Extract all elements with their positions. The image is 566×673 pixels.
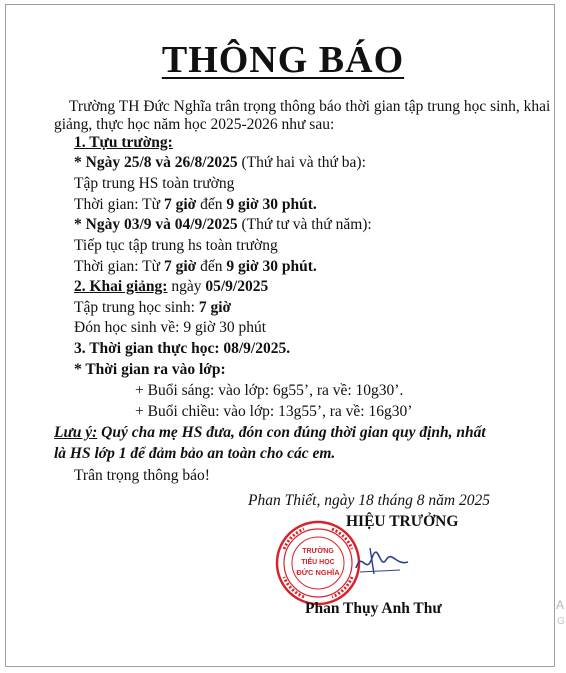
section-1a-line: Tập trung HS toàn trường [74,175,235,192]
section-1-heading: 1. Tựu trường: [74,134,173,151]
section-2-heading: 2. Khai giảng: ngày 05/9/2025 [74,278,269,295]
signer-name: Phan Thụy Anh Thư [305,600,442,617]
closing-text: Trân trọng thông báo! [74,467,210,484]
stamp-text-2: TIỂU HỌC [301,559,335,566]
school-stamp [274,519,362,607]
place-date: Phan Thiết, ngày 18 tháng 8 năm 2025 [248,492,490,509]
stamp-text-3: ĐỨC NGHĨA [296,568,340,577]
section-3-subheading: * Thời gian ra vào lớp: [74,361,226,378]
note-line-2: là HS lớp 1 để đảm bảo an toàn cho các em. [54,445,336,462]
section-1a-date: * Ngày 25/8 và 26/8/2025 (Thứ hai và thứ ba): [74,154,366,171]
schedule-afternoon: + Buổi chiều: vào lớp: 13g55’, ra về: 16g30’ [135,403,413,420]
section-2-gather: Tập trung học sinh: 7 giờ [74,299,232,316]
section-1a-time: Thời gian: Từ 7 giờ đến 9 giờ 30 phút. [74,196,317,213]
signer-role: HIỆU TRƯỞNG [346,513,459,530]
schedule-morning: + Buổi sáng: vào lớp: 6g55’, ra về: 10g30’. [135,382,404,399]
signature-icon [352,540,412,580]
section-1b-time: Thời gian: Từ 7 giờ đến 9 giờ 30 phút. [74,258,317,275]
section-1b-line: Tiếp tục tập trung hs toàn trường [74,237,278,254]
stamp-text-1: TRƯỜNG [302,548,334,555]
document-title: THÔNG BÁO [161,39,405,81]
section-3-heading: 3. Thời gian thực học: 08/9/2025. [74,340,291,357]
intro-line-1: Trường TH Đức Nghĩa trân trọng thông báo thời gian tập trung học sinh, khai [69,98,551,115]
note-line-1: Lưu ý: Quý cha mẹ HS đưa, đón con đúng thời gian quy định, nhất [54,424,486,441]
edge-letter-a: A [556,598,565,612]
intro-line-2: giảng, thực học năm học 2025-2026 như sau: [54,116,335,133]
section-1b-date: * Ngày 03/9 và 04/9/2025 (Thứ tư và thứ năm): [74,216,372,233]
section-2-pickup: Đón học sinh về: 9 giờ 30 phút [74,319,267,336]
edge-letter-g: G [557,616,565,627]
